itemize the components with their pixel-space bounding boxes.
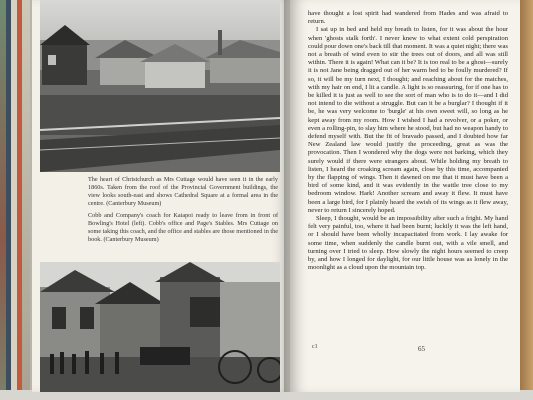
- photo-christchurch-view: [40, 0, 280, 172]
- photo-coach-hotel: [40, 262, 280, 392]
- paragraph-3: Sleep, I thought, would be an impossibility after such a fright. My hand felt very painful, too, where it had been burnt; luckily it was the left hand, or I should have been wholly incapacitated from work. I lay awake for some time, when suddenly the candle burnt out, with a vile smell, and turning over I tried to sleep. How slowly the night hours seemed to creep by, and how I longed for daylight, for our little house was as lonely in the moonlight as a cloud upon the mountain top.: [308, 215, 508, 272]
- paragraph-2: I sat up in bed and held my breath to listen, for it was about the hour when 'ghosts stalk forth'. I never knew to what extent cold perspiration could pour down one's back till that moment. It was a quiet night; there was not a breath of wind even to stir the trees out of doors, and all was still within. There it is again! What can it be? It is too real to be a ghost—surely it is not Jane being dragged out of her warm bed to be foully murdered? If so, it will be my turn next, I thought; and reaching about for the matches, with my hair on end, I lit a candle. A light is so reassuring, for if one has to be killed it is just as well to see the sort of man who is to do it—and I did not intend to die without a struggle. But can it be a burglar? I thought if it be, he was very welcome to 'burgle' at his own sweet will, so long as he kept away from my room. How I wished I had a revolver, or a poker, or even a rolling-pin, to slay him where he stood, but had no weapon handy to defend myself with. But the fit of bravado passed, and I doubted how far New Zealand law would justify the proceeding, great as was the provocation. Then I wondered why the dogs were not barking, which they surely would if there were strangers about. While holding my breath to listen, I heard the croaking scream again, close by this time, accompanied by the flapping of wings. Then it dawned on me that it must have been a bird of some kind, and it was evidently in the wattle tree close to my bedroom window. Hark! Another scream and away it flew. It must have been a large bird, for I plainly heard the swish of its wings as it flew away, never to return I sincerely hoped.: [308, 26, 508, 214]
- book-cover-edge: [519, 0, 533, 400]
- body-text: [308, 10, 508, 273]
- left-page: [32, 0, 290, 392]
- paragraph-1: have thought a lost spirit had wandered from Hades and was afraid to return.: [308, 10, 508, 26]
- caption-top: The heart of Christchurch as Mrs Cuttage would have seen it in the early 1860s. Taken from the roof of the Provincial Government buildings, the view looks south-east and shows Cathedral Square at a formal area in the centre. (Canterbury Museum): [88, 176, 278, 207]
- right-page: [290, 0, 520, 392]
- caption-bottom: Cobb and Company's coach for Kaiapoi ready to leave from in front of Bowling's Hotel (left). Cobb's office and Page's Stables. Mrs Cuttage on some taking this coach, and the office and stables are those mentioned in the book. (Canterbury Museum): [88, 212, 278, 243]
- page-stack-edge: [22, 0, 30, 400]
- page-number: 65: [418, 345, 425, 353]
- signature-mark: c1: [312, 344, 318, 350]
